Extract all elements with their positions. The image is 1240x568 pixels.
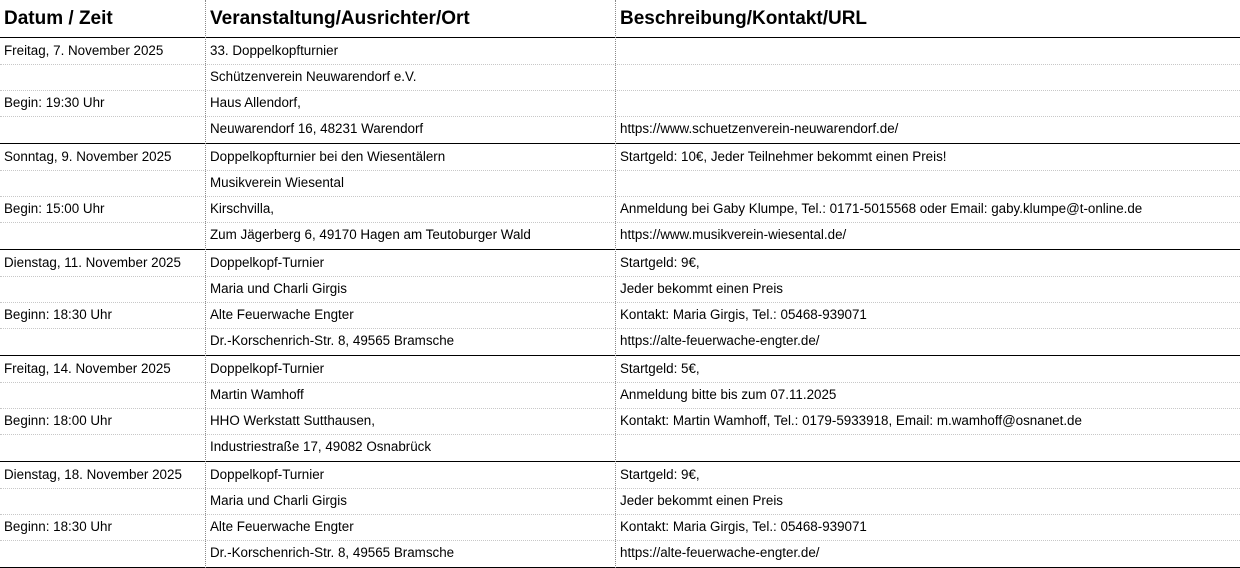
event-time: Beginn: 18:00 Uhr [4,413,112,428]
event-description: Kontakt: Maria Girgis, Tel.: 05468-939071 [620,307,867,322]
row-gridline [0,116,1240,117]
header-veranstaltung: Veranstaltung/Ausrichter/Ort [210,8,470,29]
event-description [616,38,1240,64]
event-time: Begin: 15:00 Uhr [4,201,105,216]
table-row [0,64,1240,90]
empty-cell [0,116,205,142]
event-info: Dr.-Korschenrich-Str. 8, 49565 Bramsche [210,333,455,348]
event-time: Begin: 19:30 Uhr [4,95,105,110]
event-info: Doppelkopf-Turnier [210,467,325,482]
event-url-link[interactable]: https://www.schuetzenverein-neuwarendorf.de/ [620,121,899,136]
event-info: Alte Feuerwache Engter [210,307,354,322]
event-description: Jeder bekommt einen Preis [620,281,783,296]
table-row [0,38,1240,64]
row-gridline [0,170,1240,171]
event-url-link[interactable]: https://alte-feuerwache-engter.de/ [620,333,820,348]
table-header [0,0,1240,38]
row-gridline [0,488,1240,489]
event-info: Industriestraße 17, 49082 Osnabrück [210,439,432,454]
event-info: Dr.-Korschenrich-Str. 8, 49565 Bramsche [210,545,455,560]
event-info: Alte Feuerwache Engter [210,519,354,534]
empty-cell [0,170,205,196]
event-url-link[interactable]: https://alte-feuerwache-engter.de/ [620,545,820,560]
event-info: 33. Doppelkopfturnier [210,43,339,58]
table-row [0,514,1240,540]
event-url-link[interactable]: https://www.musikverein-wiesental.de/ [620,227,847,242]
table-row [0,302,1240,328]
table-row [0,144,1240,170]
event-date: Dienstag, 18. November 2025 [4,467,182,482]
table-row [0,462,1240,488]
row-gridline [0,302,1240,303]
empty-cell [0,64,205,90]
event-info: Zum Jägerberg 6, 49170 Hagen am Teutoburger Wald [210,227,531,242]
row-gridline [0,540,1240,541]
row-gridline [0,328,1240,329]
event-info: Doppelkopf-Turnier [210,361,325,376]
event-info: Neuwarendorf 16, 48231 Warendorf [210,121,424,136]
event-description [616,434,1240,460]
event-description: Anmeldung bitte bis zum 07.11.2025 [620,387,837,402]
empty-cell [0,328,205,354]
event-description [616,64,1240,90]
empty-cell [0,382,205,408]
table-row [0,434,1240,460]
event-date: Freitag, 14. November 2025 [4,361,171,376]
table-row [0,250,1240,276]
column-divider [615,0,616,568]
event-block [0,250,1240,356]
event-time: Beginn: 18:30 Uhr [4,307,112,322]
row-gridline [0,276,1240,277]
table-row [0,196,1240,222]
event-info: Kirschvilla, [210,201,274,216]
table-row [0,540,1240,566]
event-info: Schützenverein Neuwarendorf e.V. [210,69,417,84]
row-gridline [0,408,1240,409]
event-info: Maria und Charli Girgis [210,281,347,296]
event-date: Dienstag, 11. November 2025 [4,255,181,270]
row-gridline [0,64,1240,65]
empty-cell [0,540,205,566]
table-body [0,38,1240,568]
event-description: Startgeld: 10€, Jeder Teilnehmer bekommt einen Preis! [620,149,947,164]
event-description: Startgeld: 9€, [620,467,700,482]
row-gridline [0,196,1240,197]
event-block [0,144,1240,250]
event-description: Startgeld: 5€, [620,361,700,376]
table-row [0,488,1240,514]
event-description: Anmeldung bei Gaby Klumpe, Tel.: 0171-5015568 oder Email: gaby.klumpe@t-online.de [620,201,1143,216]
table-row [0,408,1240,434]
event-date: Sonntag, 9. November 2025 [4,149,172,164]
column-divider [205,0,206,568]
table-row [0,276,1240,302]
event-info: Haus Allendorf, [210,95,301,110]
row-gridline [0,514,1240,515]
table-row [0,328,1240,354]
table-row [0,222,1240,248]
event-description [616,90,1240,116]
header-beschreibung: Beschreibung/Kontakt/URL [620,8,868,29]
event-date: Freitag, 7. November 2025 [4,43,164,58]
table-row [0,356,1240,382]
header-datum-zeit: Datum / Zeit [4,8,113,29]
event-description [616,170,1240,196]
event-info: Doppelkopfturnier bei den Wiesentälern [210,149,446,164]
empty-cell [0,488,205,514]
table-row [0,382,1240,408]
empty-cell [0,222,205,248]
event-info: HHO Werkstatt Sutthausen, [210,413,375,428]
table-row [0,116,1240,142]
event-description: Jeder bekommt einen Preis [620,493,783,508]
row-gridline [0,90,1240,91]
empty-cell [0,276,205,302]
table-row [0,90,1240,116]
event-description: Kontakt: Maria Girgis, Tel.: 05468-939071 [620,519,867,534]
event-info: Maria und Charli Girgis [210,493,347,508]
table-row [0,170,1240,196]
event-description: Startgeld: 9€, [620,255,700,270]
event-block [0,38,1240,144]
event-time: Beginn: 18:30 Uhr [4,519,112,534]
event-info: Martin Wamhoff [210,387,304,402]
row-gridline [0,434,1240,435]
event-info: Musikverein Wiesental [210,175,344,190]
row-gridline [0,382,1240,383]
event-info: Doppelkopf-Turnier [210,255,325,270]
event-block [0,356,1240,462]
event-description: Kontakt: Martin Wamhoff, Tel.: 0179-5933918, Email: m.wamhoff@osnanet.de [620,413,1082,428]
event-block [0,462,1240,568]
row-gridline [0,222,1240,223]
empty-cell [0,434,205,460]
